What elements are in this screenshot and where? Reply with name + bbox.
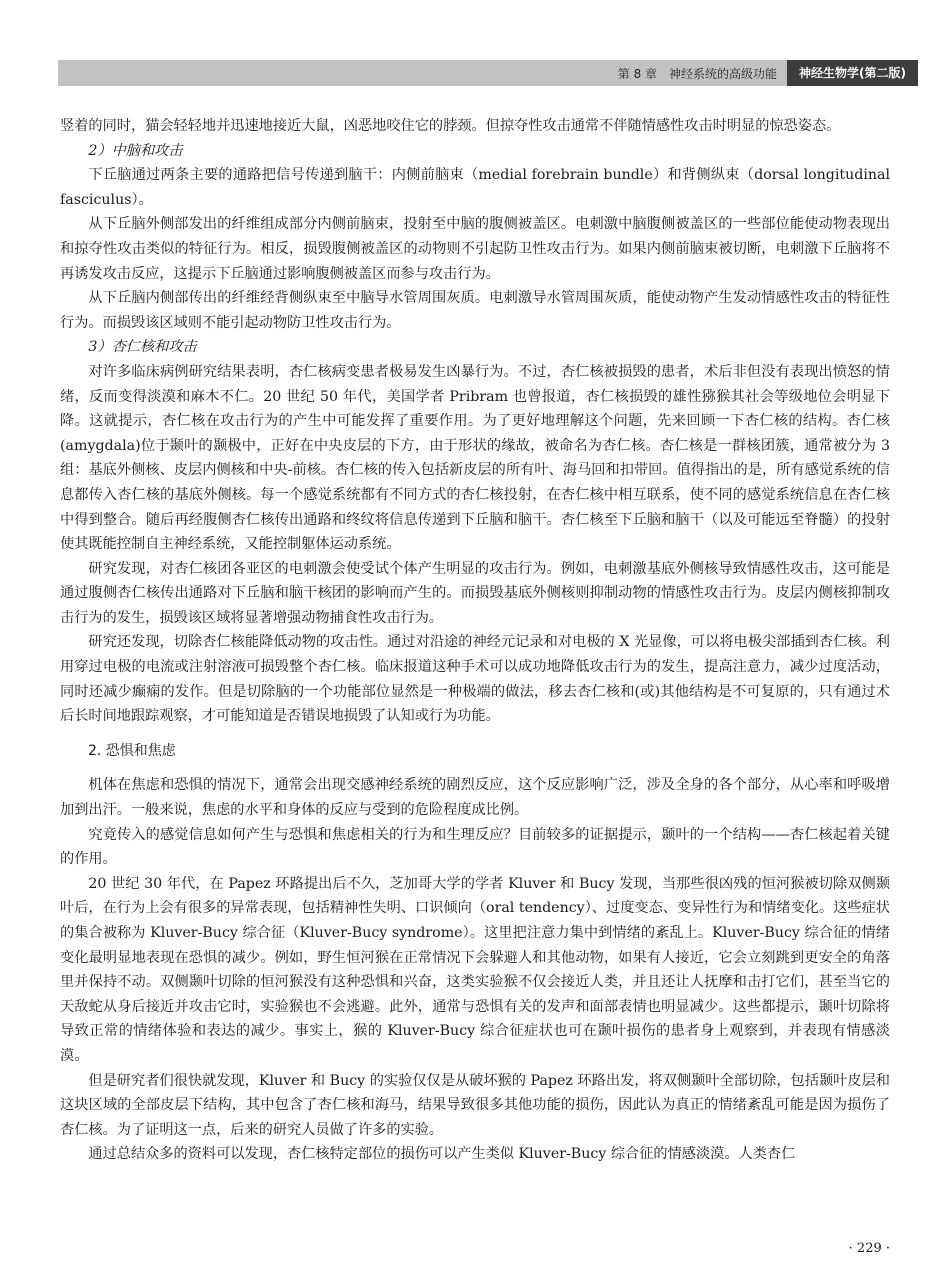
- paragraph: 20 世纪 30 年代，在 Papez 环路提出后不久，芝加哥大学的学者 Kluver 和 Bucy 发现，当那些很凶残的恒河猴被切除双侧颞叶后，在行为上会有很多的异常表现，包括精神性失明、口识倾向（oral tendency）、过度变态、变异性行为和情绪变化。这些症状的集合被称为 Kluver-Bucy 综合征（Kluver-Bucy syndrome）。这里把注意力集中到情绪的紊乱上。Kluver-Bucy 综合征的情绪变化最明显地表现在恐惧的减少。例如，野生恒河猴在正常情况下会躲避人和其他动物，如果有人接近，它会立刻跳到更安全的角落里并保持不动。双侧颞叶切除的恒河猴没有这种恐惧和兴奋，这类实验猴不仅会接近人类，并且还让人抚摩和击打它们，甚至当它的天敌蛇从身后接近并攻击它时，实验猴也不会逃避。此外，通常与恐惧有关的发声和面部表情也明显减少。这些都提示，颞叶切除将导致正常的情绪体验和表达的减少。事实上，猴的 Kluver-Bucy 综合征症状也可在颞叶损伤的患者身上观察到，并表现有情感淡漠。: [60, 875, 890, 1064]
- section-heading: 2. 恐惧和焦虑: [88, 742, 176, 759]
- subheading: 3）杏仁核和攻击: [88, 339, 197, 356]
- paragraph: 从下丘脑外侧部发出的纤维组成部分内侧前脑束，投射至中脑的腹侧被盖区。电刺激中脑腹侧被盖区的一些部位能使动物表现出和掠夺性攻击类似的特征行为。相反，损毁腹侧被盖区的动物则不引起防卫性攻击行为。如果内侧前脑束被切断，电刺激下丘脑将不再诱发攻击反应，这提示下丘脑通过影响腹侧被盖区而参与攻击行为。: [60, 216, 890, 282]
- paragraph: 机体在焦虑和恐惧的情况下，通常会出现交感神经系统的剧烈反应，这个反应影响广泛，涉及全身的各个部分，从心率和呼吸增加到出汗。一般来说，焦虑的水平和身体的反应与受到的危险程度成比例。: [60, 777, 890, 819]
- paragraph: 竖着的同时，猫会轻轻地并迅速地接近大鼠，凶恶地咬住它的脖颈。但掠夺性攻击通常不伴随情感性攻击时明显的惊恐姿态。: [60, 118, 841, 134]
- paragraph: 通过总结众多的资料可以发现，杏仁核特定部位的损伤可以产生类似 Kluver-Bucy 综合征的情感淡漠。人类杏仁: [88, 1146, 796, 1163]
- chapter-title: 第 8 章 神经系统的高级功能: [617, 66, 778, 81]
- paragraph: 究竟传入的感觉信息如何产生与恐惧和焦虑相关的行为和生理反应？目前较多的证据提示，颞叶的一个结构——杏仁核起着关键的作用。: [60, 826, 890, 868]
- paragraph: 从下丘脑内侧部传出的纤维经背侧纵束至中脑导水管周围灰质。电刺激导水管周围灰质，能使动物产生发动情感性攻击的特征性行为。而损毁该区域则不能引起动物防卫性攻击行为。: [60, 290, 890, 331]
- subheading: 2）中脑和攻击: [88, 142, 183, 159]
- paragraph: 研究发现，对杏仁核团各亚区的电刺激会使受试个体产生明显的攻击行为。例如，电刺激基底外侧核导致情感性攻击，这可能是通过腹侧杏仁核传出通路对下丘脑和脑干核团的影响而产生的。而损毁基底外侧核则抑制动物的情感性攻击行为。皮层内侧核抑制攻击行为的发生，损毁该区域将显著增强动物捕食性攻击行为。: [60, 560, 890, 626]
- page-body: [60, 114, 890, 1167]
- paragraph: 对许多临床病例研究结果表明，杏仁核病变患者极易发生凶暴行为。不过，杏仁核被损毁的患者，术后非但没有表现出愤怒的情绪，反而变得淡漠和麻木不仁。20 世纪 50 年代，美国学者 Pribram 也曾报道，杏仁核损毁的雄性猕猴其社会等级地位会明显下降。这就提示，杏仁核在攻击行为的产生中可能发挥了重要作用。为了更好地理解这个问题，先来回顾一下杏仁核的结构。杏仁核(amygdala)位于颞叶的颞极中，正好在中央皮层的下方，由于形状的缘故，被命名为杏仁核。杏仁核是一群核团簇，通常被分为 3 组：基底外侧核、皮层内侧核和中央-前核。杏仁核的传入包括新皮层的所有叶、海马回和扣带回。值得指出的是，所有感觉系统的信息都传入杏仁核的基底外侧核。每一个感觉系统都有不同方式的杏仁核投射，在杏仁核中相互联系，使不同的感觉系统信息在杏仁核中得到整合。随后再经腹侧杏仁核传出通路和终纹将信息传递到下丘脑和脑干。杏仁核至下丘脑和脑干（以及可能远至脊髓）的投射使其既能控制自主神经系统，又能控制躯体运动系统。: [60, 363, 890, 553]
- book-title: 神经生物学(第二版): [787, 60, 918, 86]
- paragraph: 研究还发现，切除杏仁核能降低动物的攻击性。通过对沿途的神经元记录和对电极的 X 光显像，可以将电极尖部插到杏仁核。利用穿过电极的电流或注射溶液可损毁整个杏仁核。临床报道这种手术可以成功地降低攻击行为的发生，提高注意力，减少过度活动，同时还减少癫痫的发作。但是切除脑的一个功能部位显然是一种极端的做法，移去杏仁核和(或)其他结构是不可复原的，只有通过术后长时间地跟踪观察，才可能知道是否错误地损毁了认知或行为功能。: [60, 634, 890, 725]
- paragraph: 但是研究者们很快就发现，Kluver 和 Bucy 的实验仅仅是从破坏猴的 Papez 环路出发，将双侧颞叶全部切除，包括颞叶皮层和这块区域的全部皮层下结构，其中包含了杏仁核和海马，结果导致很多其他功能的损伤，因此认为真正的情绪紊乱可能是因为损伤了杏仁核。为了证明这一点，后来的研究人员做了许多的实验。: [60, 1072, 890, 1138]
- running-header: [58, 60, 918, 86]
- page-number: · 229 ·: [848, 1241, 890, 1256]
- paragraph: 下丘脑通过两条主要的通路把信号传递到脑干：内侧前脑束（medial forebrain bundle）和背侧纵束（dorsal longitudinal fasciculus）。: [60, 167, 890, 208]
